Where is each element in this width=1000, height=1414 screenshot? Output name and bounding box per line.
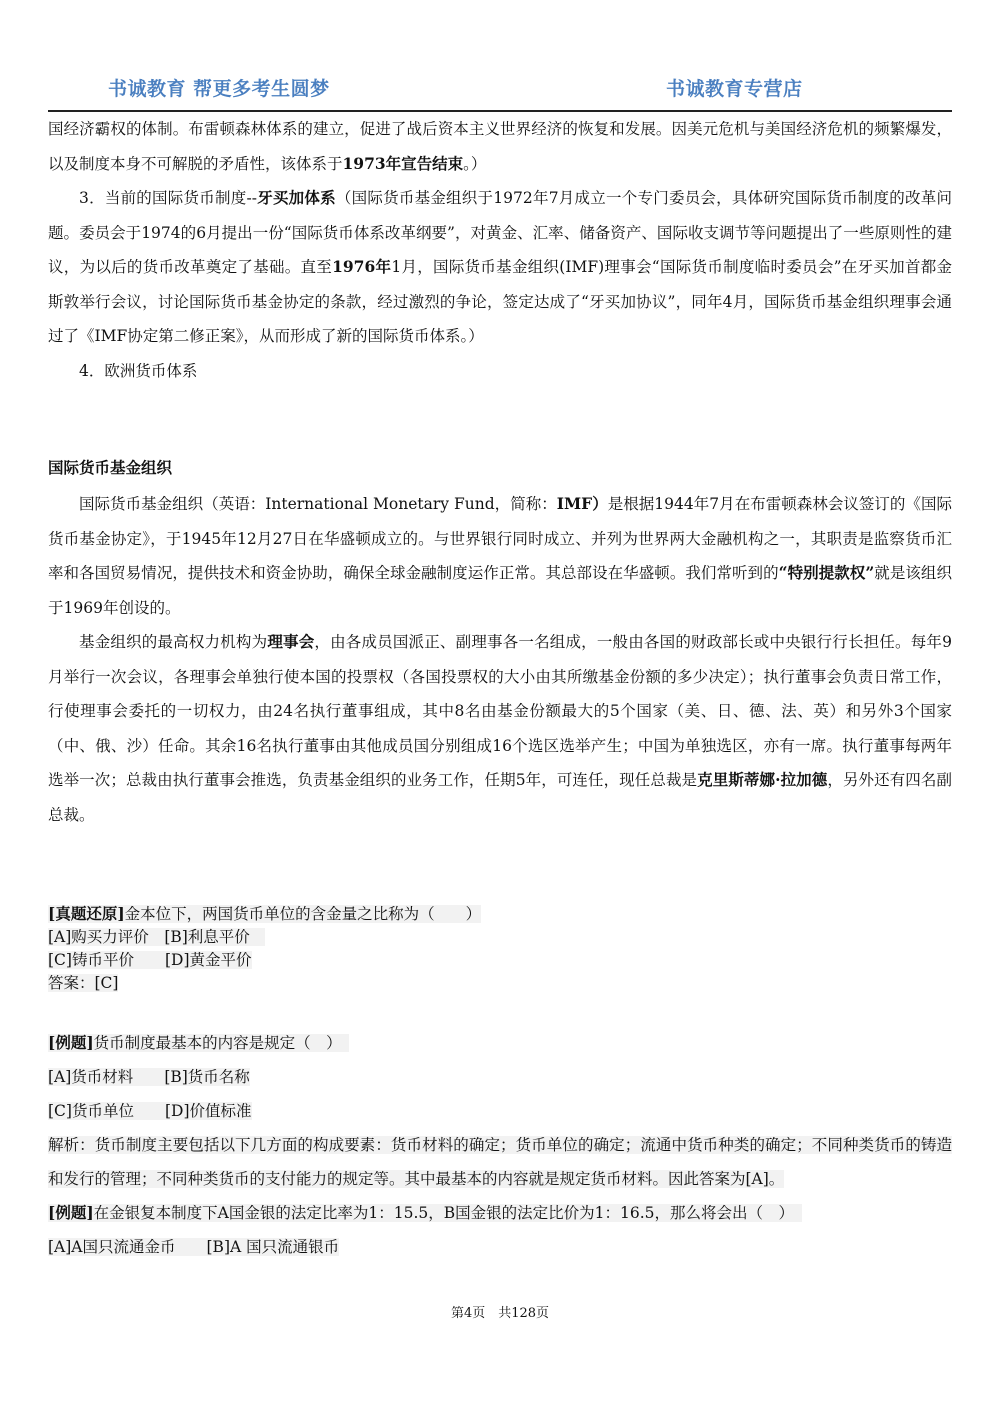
question-2-options-cd [48,1094,952,1128]
question-text: 在金银复本制度下A国金银的法定比率为1：15.5，B国金银的法定比价为1：16.5，那么将会出（ ） [93,1204,787,1222]
page-number: 第4页 共128页 [450,1306,550,1321]
bold-imf: IMF） [556,494,608,513]
bold-managing-director: 克里斯蒂娜·拉加德 [697,770,828,789]
bold-sdr: “特别提款权” [778,563,875,582]
text-segment: 是根据1944年7月在布雷顿森林会议签订的《国际货币基金协定》，于1945年12月27日在华盛顿成立的。与世界银行同时成立、并列为世界两大金融机构之一，其职责是监察货币汇率和各国贸易情况，提供技术和资金协助，确保全球金融制度运作正常。其总部设在华盛顿。我们常听到的 [48,495,952,582]
question-1-options-cd [48,949,952,972]
header-store-name: 书诚教育专营店 [666,78,803,100]
text-segment: ，另外还有四名副总裁。 [48,771,952,824]
option-d: [D]价值标准 [164,1102,252,1120]
option-a: [A]购买力评价 [48,928,149,946]
question-1-options-ab [48,926,952,949]
text-segment: 。） [463,154,487,173]
question-tag: [例题] [48,1203,94,1222]
header-brand-slogan: 书诚教育 帮更多考生圆梦 [108,78,330,100]
question-2-stem [48,1026,952,1060]
section-title-imf: 国际货币基金组织 [48,459,173,477]
option-b: [B]A 国只流通银币 [206,1238,340,1256]
bold-jamaica-system: 牙买加体系 [256,188,336,207]
option-d: [D]黄金平价 [164,951,252,969]
option-b: [B]货币名称 [164,1068,250,1086]
option-a: [A]货币材料 [48,1068,134,1086]
option-c: [C]货币单位 [48,1102,134,1120]
question-tag: [真题还原] [48,904,125,923]
option-b: [B]利息平价 [164,928,250,946]
bold-1976: 1976年 [332,257,392,276]
option-a: [A]A国只流通金币 [48,1238,176,1256]
text-segment: 国经济霸权的体制。布雷顿森林体系的建立，促进了战后资本主义世界经济的恢复和发展。因美元危机与美国经济危机的频繁爆发，以及制度本身不可解脱的矛盾性，该体系于 [48,120,952,173]
imf-section-body [48,487,952,832]
text-segment: 3．当前的国际货币制度-- [79,189,257,207]
text-segment: 1月，国际货币基金组织(IMF)理事会“国际货币制度临时委员会”在牙买加首都金斯敦举行会议，讨论国际货币基金协定的条款，经过激烈的争论，签定达成了“牙买加协议”，同年4月，国际货币基金组织理事会通过了《IMF协定第二修正案》，从而形成了新的国际货币体系。） [48,258,953,345]
item-european-monetary-system: 4．欧洲货币体系 [79,361,198,380]
question-2-analysis [48,1128,952,1196]
question-1 [48,902,952,995]
question-text: 金本位下，两国货币单位的含金量之比称为（ ） [124,905,482,923]
text-segment: ，由各成员国派正、副理事各一名组成，一般由各国的财政部长或中央银行行长担任。每年9月举行一次会议，各理事会单独行使本国的投票权（各国投票权的大小由其所缴基金份额的多少决定）；执行董事会负责日常工作，行使理事会委托的一切权力，由24名执行董事组成，其中8名由基金份额最大的5个国家（美、日、德、法、英）和另外3个国家（中、俄、沙）任命。其余16名执行董事由其他成员国分别组成16个选区选举产生；中国为单独选区，亦有一席。执行董事每两年选举一次；总裁由执行董事会推选，负责基金组织的业务工作，任期5年，可连任，现任总裁是 [48,633,952,789]
bold-board-of-governors: 理事会 [267,632,315,651]
analysis-text: 解析：货币制度主要包括以下几方面的构成要素：货币材料的确定；货币单位的确定；流通中货币种类的确定；不同种类货币的铸造和发行的管理；不同种类货币的支付能力的规定等。其中最基本的内容就是规定货币材料。因此答案为[A]。 [48,1136,952,1188]
text-segment: 基金组织的最高权力机构为 [79,633,268,651]
question-2 [48,1026,952,1264]
answer-text: 答案：[C] [48,974,119,992]
text-segment: 国际货币基金组织（英语：International Monetary Fund，简称： [79,495,557,513]
paragraph-imf-intro [48,487,952,625]
bretton-woods-continuation [48,112,952,388]
paragraph-jamaica-system [48,181,952,354]
question-1-stem [48,902,952,926]
question-1-answer [48,972,952,995]
question-2-options-ab [48,1060,952,1094]
question-3-stem [48,1196,952,1230]
option-c: [C]铸币平价 [48,951,134,969]
question-text: 货币制度最基本的内容是规定（ ） [93,1034,334,1052]
text-segment: （国际货币基金组织于1972年7月成立一个专门委员会，具体研究国际货币制度的改革问题。委员会于1974的6月提出一份“国际货币体系改革纲要”，对黄金、汇率、储备资产、国际收支调节等问题提出了一些原则性的建议，为以后的货币改革奠定了基础。直至 [48,189,952,276]
bold-1973-end: 1973年宣告结束 [342,153,464,173]
paragraph-bretton-woods-end [48,112,952,181]
paragraph-imf-governance [48,625,952,832]
text-segment: 就是该组织于1969年创设的。 [48,564,952,617]
question-tag: [例题] [48,1033,94,1052]
question-3-options-ab [48,1230,952,1264]
